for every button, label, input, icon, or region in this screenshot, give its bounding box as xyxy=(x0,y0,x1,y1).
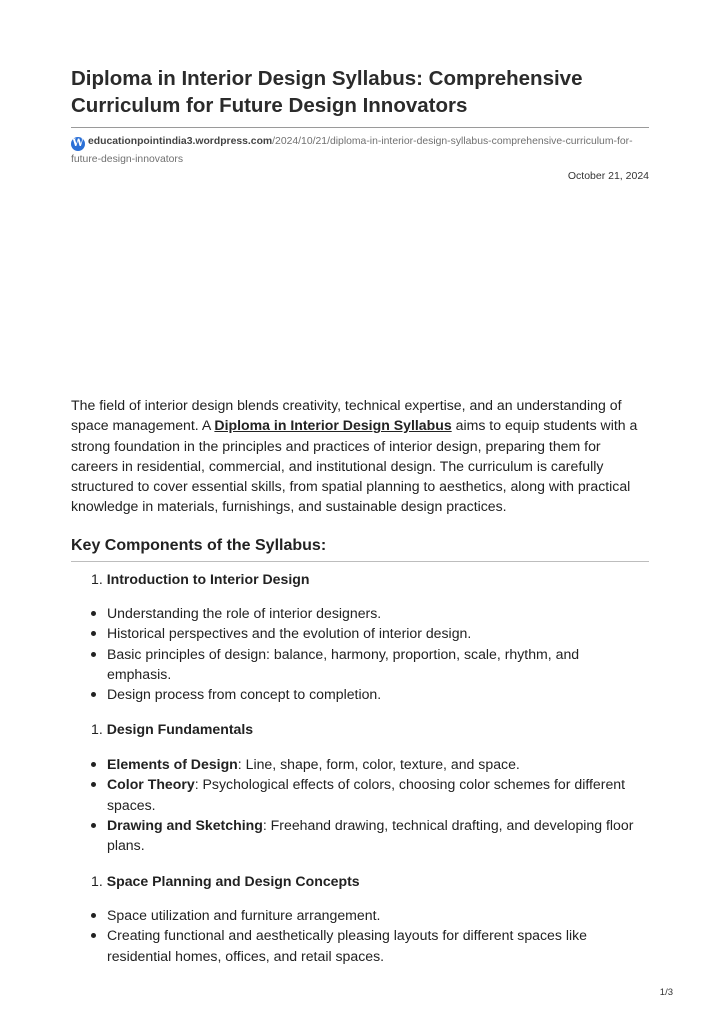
section-number: 1. xyxy=(91,721,103,737)
list-item: Historical perspectives and the evolution of interior design. xyxy=(107,623,647,643)
source-domain-link[interactable]: educationpointindia3.wordpress.com xyxy=(88,136,273,147)
list-item: Space utilization and furniture arrangement. xyxy=(107,905,647,925)
section-number: 1. xyxy=(91,571,103,587)
intro-text-before: The field of interior design blends creativity, technical expertise, and an understanding of space management. A xyxy=(71,397,622,434)
heading-divider xyxy=(71,561,649,562)
section-title xyxy=(91,871,360,891)
list-item: Basic principles of design: balance, harmony, proportion, scale, rhythm, and emphasis. xyxy=(107,644,647,685)
bullet-list xyxy=(107,603,647,704)
page-indicator: 1/3 xyxy=(659,987,673,998)
source-path: /2024/10/21/diploma-in-interior-design-syllabus-comprehensive-curriculum-for-future-design-innovators xyxy=(71,136,633,165)
list-item: Understanding the role of interior designers. xyxy=(107,603,647,623)
section-title xyxy=(91,719,253,739)
list-item: Design process from concept to completion. xyxy=(107,684,647,704)
intro-text-after: aims to equip students with a strong foundation in the principles and practices of interior design, preparing them for careers in residential, commercial, and institutional design. The curriculum is carefully structured to cover essential skills, from spatial planning to aesthetics, along with practical knowledge in materials, furnishings, and sustainable design practices. xyxy=(71,417,638,515)
intro-paragraph xyxy=(71,395,649,517)
publish-date: October 21, 2024 xyxy=(567,170,649,182)
syllabus-link[interactable]: Diploma in Interior Design Syllabus xyxy=(214,417,452,434)
section-title-text: Introduction to Interior Design xyxy=(106,571,310,587)
article-title: Diploma in Interior Design Syllabus: Comprehensive Curriculum for Future Design Innovators xyxy=(71,67,583,117)
section-title-text: Design Fundamentals xyxy=(106,721,254,737)
list-item: Color Theory: Psychological effects of colors, choosing color schemes for different spaces. xyxy=(107,774,647,815)
title-divider xyxy=(71,127,649,128)
source-url xyxy=(71,133,649,168)
bullet-list xyxy=(107,905,647,966)
section-title xyxy=(91,569,309,589)
wordpress-icon: W xyxy=(72,138,84,149)
section-heading: Key Components of the Syllabus: xyxy=(71,537,327,554)
list-item: Creating functional and aesthetically pleasing layouts for different spaces like residential homes, offices, and retail spaces. xyxy=(107,925,647,966)
section-number: 1. xyxy=(91,873,103,889)
list-item: Drawing and Sketching: Freehand drawing, technical drafting, and developing floor plans. xyxy=(107,815,647,856)
section-title-text: Space Planning and Design Concepts xyxy=(106,873,360,889)
bullet-list xyxy=(107,754,647,855)
list-item: Elements of Design: Line, shape, form, color, texture, and space. xyxy=(107,754,647,774)
